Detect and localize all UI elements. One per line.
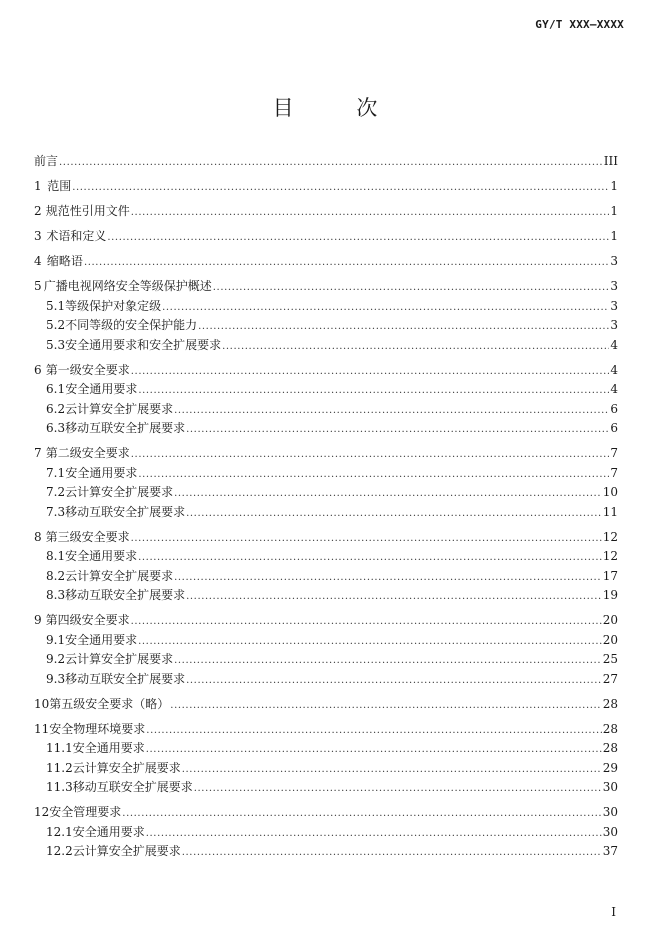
toc-entry[interactable] bbox=[34, 483, 618, 503]
toc-entry-number: 8.1 bbox=[46, 549, 66, 563]
toc-entry-label: 云计算安全扩展要求 bbox=[72, 760, 181, 775]
toc-entry-number: 11.1 bbox=[46, 741, 73, 755]
toc-leader-dots bbox=[182, 764, 602, 775]
toc-entry-page: 1 bbox=[610, 179, 618, 193]
toc-leader-dots bbox=[170, 700, 601, 711]
toc-entry[interactable] bbox=[34, 567, 618, 587]
toc-leader-dots bbox=[84, 257, 609, 268]
toc-entry-number: 9 bbox=[34, 613, 42, 627]
toc-entry-number: 5.1 bbox=[46, 298, 66, 313]
toc-entry-label: 移动互联安全扩展要求 bbox=[65, 588, 186, 602]
toc-entry-page: 30 bbox=[602, 805, 618, 819]
toc-entry[interactable] bbox=[34, 464, 618, 484]
toc-entry-label: 移动互联安全扩展要求 bbox=[65, 504, 186, 519]
toc-entry-label: 移动互联安全扩展要求 bbox=[65, 671, 186, 686]
toc-leader-dots bbox=[198, 321, 609, 332]
toc-entry-page: 12 bbox=[602, 549, 618, 563]
toc-entry[interactable] bbox=[34, 444, 618, 464]
toc-entry[interactable] bbox=[34, 152, 618, 172]
toc-leader-dots bbox=[146, 725, 601, 736]
toc-entry-page: 25 bbox=[602, 652, 618, 666]
toc-leader-dots bbox=[186, 424, 609, 435]
toc-entry-label: 云计算安全扩展要求 bbox=[72, 844, 181, 858]
toc-entry-page: 28 bbox=[602, 721, 618, 736]
toc-entry-number: 12 bbox=[34, 805, 50, 819]
toc-leader-dots bbox=[122, 808, 601, 819]
toc-entry[interactable] bbox=[34, 759, 618, 779]
toc-entry[interactable] bbox=[34, 547, 618, 567]
toc-entry-label: 安全通用要求和安全扩展要求 bbox=[65, 337, 222, 352]
toc-entry-number: 1 bbox=[34, 179, 42, 193]
toc-entry-page: 10 bbox=[602, 485, 618, 499]
toc-entry-number: 8.3 bbox=[46, 588, 66, 602]
toc-entry-page: 3 bbox=[610, 298, 618, 313]
document-code: GY/T XXX—XXXX bbox=[535, 18, 624, 31]
toc-entry[interactable] bbox=[34, 842, 618, 862]
toc-leader-dots bbox=[107, 232, 609, 243]
toc-entry-label: 第二级安全要求 bbox=[45, 446, 130, 460]
toc-entry-number: 5 bbox=[34, 279, 42, 293]
toc-leader-dots bbox=[131, 207, 610, 218]
toc-leader-dots bbox=[174, 405, 609, 416]
toc-entry-label: 云计算安全扩展要求 bbox=[65, 401, 174, 416]
toc-entry[interactable] bbox=[34, 720, 618, 740]
toc-entry-number: 8 bbox=[34, 529, 42, 544]
toc-entry-page: 19 bbox=[602, 588, 618, 602]
toc-entry-page: 30 bbox=[602, 780, 618, 794]
toc-entry-number: 4 bbox=[34, 254, 42, 268]
toc-entry-number: 7 bbox=[34, 446, 42, 460]
toc-entry-page: 3 bbox=[610, 279, 618, 293]
toc-entry[interactable] bbox=[34, 670, 618, 690]
toc-leader-dots bbox=[146, 828, 602, 839]
toc-entry-page: 1 bbox=[610, 204, 618, 218]
toc-entry-label: 第三级安全要求 bbox=[45, 529, 130, 544]
toc-entry-label: 安全物理环境要求 bbox=[49, 721, 146, 736]
toc-leader-dots bbox=[174, 572, 602, 583]
toc-entry-page: 30 bbox=[602, 824, 618, 839]
toc-entry-number: 7.3 bbox=[46, 504, 66, 519]
toc-entry-label: 规范性引用文件 bbox=[45, 204, 130, 218]
toc-leader-dots bbox=[174, 655, 602, 666]
toc-entry-number: 11.2 bbox=[46, 760, 73, 775]
toc-entry-page: 20 bbox=[602, 613, 618, 627]
toc-entry[interactable] bbox=[34, 739, 618, 759]
toc-entry[interactable] bbox=[34, 778, 618, 798]
toc-leader-dots bbox=[186, 508, 602, 519]
toc-entry-page: 12 bbox=[602, 529, 618, 544]
toc-entry-label: 移动互联安全扩展要求 bbox=[65, 421, 186, 435]
toc-leader-dots bbox=[162, 302, 609, 313]
toc-entry-page: 28 bbox=[602, 741, 618, 755]
toc-entry-label: 安全通用要求 bbox=[65, 632, 138, 647]
toc-entry-label: 安全通用要求 bbox=[72, 824, 145, 839]
toc-entry-number: 6 bbox=[34, 362, 42, 377]
toc-entry-label: 术语和定义 bbox=[46, 229, 107, 243]
toc-entry[interactable] bbox=[34, 227, 618, 247]
toc-entry-number: 7.2 bbox=[46, 485, 66, 499]
toc-entry-label: 缩略语 bbox=[46, 254, 83, 268]
toc-entry[interactable] bbox=[34, 586, 618, 606]
toc-entry-label: 广播电视网络安全等级保护概述 bbox=[43, 279, 212, 293]
toc-entry-page: 11 bbox=[602, 504, 618, 519]
toc-entry-label: 安全通用要求 bbox=[65, 382, 138, 396]
toc-entry-number: 9.1 bbox=[46, 632, 66, 647]
toc-entry-page: 4 bbox=[610, 337, 618, 352]
toc-leader-dots bbox=[194, 783, 602, 794]
toc-leader-dots bbox=[138, 469, 609, 480]
toc-leader-dots bbox=[182, 847, 602, 858]
toc-entry[interactable] bbox=[34, 528, 618, 548]
toc-entry[interactable] bbox=[34, 277, 618, 297]
page-number: I bbox=[611, 905, 616, 919]
toc-entry[interactable] bbox=[34, 695, 618, 715]
toc-entry[interactable] bbox=[34, 380, 618, 400]
toc-entry-page: 29 bbox=[602, 760, 618, 775]
toc-entry[interactable] bbox=[34, 650, 618, 670]
toc-entry-number: 11.3 bbox=[46, 780, 73, 794]
toc-entry[interactable] bbox=[34, 297, 618, 317]
toc-leader-dots bbox=[131, 533, 602, 544]
toc-entry-number: 3 bbox=[34, 229, 42, 243]
toc-entry-number: 6.2 bbox=[46, 401, 66, 416]
toc-entry-page: 3 bbox=[610, 318, 618, 332]
toc-entry-label: 移动互联安全扩展要求 bbox=[72, 780, 193, 794]
toc-entry-page: 3 bbox=[610, 254, 618, 268]
toc-entry-page: 17 bbox=[602, 568, 618, 583]
toc-entry-number: 9.3 bbox=[46, 671, 66, 686]
toc-entry[interactable] bbox=[34, 316, 618, 336]
toc-entry[interactable] bbox=[34, 400, 618, 420]
toc-leader-dots bbox=[131, 616, 602, 627]
toc-entry-page: 27 bbox=[602, 671, 618, 686]
toc-entry-label: 第一级安全要求 bbox=[45, 362, 130, 377]
toc-entry-label: 前言 bbox=[34, 154, 59, 168]
toc-entry[interactable] bbox=[34, 803, 618, 823]
toc-entry[interactable] bbox=[34, 202, 618, 222]
toc-entry-number: 10 bbox=[34, 696, 50, 711]
toc-entry-number: 12.2 bbox=[46, 844, 73, 858]
toc-entry-page: 4 bbox=[610, 362, 618, 377]
toc-entry-number: 12.1 bbox=[46, 824, 73, 839]
toc-entry[interactable] bbox=[34, 503, 618, 523]
toc-entry[interactable] bbox=[34, 611, 618, 631]
toc-entry-number: 6.1 bbox=[46, 382, 66, 396]
toc-entry-label: 安全通用要求 bbox=[72, 741, 145, 755]
toc-entry[interactable] bbox=[34, 823, 618, 843]
toc-entry-page: 1 bbox=[610, 229, 618, 243]
toc-entry-label: 范围 bbox=[47, 179, 72, 193]
toc-entry[interactable] bbox=[34, 361, 618, 381]
toc-entry-number: 2 bbox=[34, 204, 42, 218]
toc-leader-dots bbox=[138, 385, 609, 396]
toc-entry-number: 5.2 bbox=[46, 318, 66, 332]
toc-entry-label: 等级保护对象定级 bbox=[65, 298, 162, 313]
toc-leader-dots bbox=[186, 675, 602, 686]
toc-leader-dots bbox=[174, 488, 602, 499]
toc-entry-number: 11 bbox=[34, 721, 50, 736]
toc-entry-label: 安全通用要求 bbox=[65, 465, 138, 480]
toc-entry-number: 7.1 bbox=[46, 465, 66, 480]
toc-entry[interactable] bbox=[34, 177, 618, 197]
toc-entry-page: 28 bbox=[602, 696, 618, 711]
toc-entry[interactable] bbox=[34, 336, 618, 356]
toc-leader-dots bbox=[186, 591, 602, 602]
toc-leader-dots bbox=[138, 552, 602, 563]
toc-entry-page: 37 bbox=[602, 844, 618, 858]
toc-leader-dots bbox=[222, 341, 609, 352]
toc-entry-label: 不同等级的安全保护能力 bbox=[65, 318, 198, 332]
toc-entry-number: 9.2 bbox=[46, 652, 66, 666]
toc-entry-number: 5.3 bbox=[46, 337, 66, 352]
toc-entry-page: 6 bbox=[610, 421, 618, 435]
toc-entry-number: 6.3 bbox=[46, 421, 66, 435]
toc-entry-number: 8.2 bbox=[46, 568, 66, 583]
table-of-contents bbox=[34, 152, 618, 862]
toc-entry-page: 20 bbox=[602, 632, 618, 647]
toc-entry-label: 安全管理要求 bbox=[49, 805, 122, 819]
toc-entry[interactable] bbox=[34, 419, 618, 439]
toc-entry-label: 云计算安全扩展要求 bbox=[65, 568, 174, 583]
toc-entry[interactable] bbox=[34, 631, 618, 651]
toc-entry-page: 6 bbox=[610, 401, 618, 416]
toc-entry-page: 7 bbox=[610, 446, 618, 460]
toc-leader-dots bbox=[146, 744, 602, 755]
page-title: 目 次 bbox=[272, 96, 406, 120]
toc-entry-label: 云计算安全扩展要求 bbox=[65, 652, 174, 666]
toc-leader-dots bbox=[213, 282, 610, 293]
toc-entry-label: 云计算安全扩展要求 bbox=[65, 485, 174, 499]
toc-leader-dots bbox=[72, 182, 609, 193]
toc-entry-label: 第四级安全要求 bbox=[45, 613, 130, 627]
toc-entry[interactable] bbox=[34, 252, 618, 272]
toc-entry-page: 7 bbox=[610, 465, 618, 480]
toc-leader-dots bbox=[131, 366, 610, 377]
toc-entry-page: 4 bbox=[610, 382, 618, 396]
toc-entry-label: 安全通用要求 bbox=[65, 549, 138, 563]
toc-leader-dots bbox=[59, 157, 603, 168]
toc-entry-label: 第五级安全要求（略） bbox=[49, 696, 170, 711]
toc-leader-dots bbox=[131, 449, 610, 460]
toc-leader-dots bbox=[138, 636, 602, 647]
toc-entry-page: III bbox=[603, 154, 618, 168]
